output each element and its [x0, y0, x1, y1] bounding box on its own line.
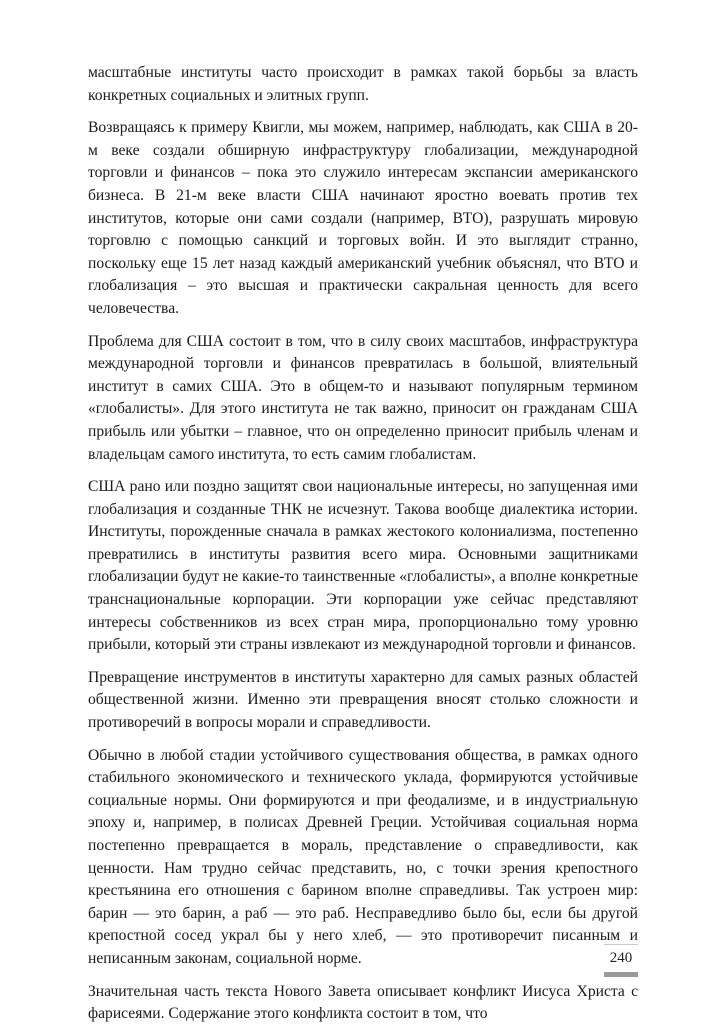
- paragraph-5: Превращение инструментов в институты характерно для самых разных областей общественной жизни. Именно эти превращения вносят столько сложности и противоречий в вопросы морали и справедливости.: [88, 668, 638, 732]
- paragraph-3: Проблема для США состоит в том, что в силу своих масштабов, инфраструктура международной торговли и финансов превратилась в большой, влиятельный институт в самих США. Это в общем-то и называют популярным термином «глобалисты». Для этого института не так важно, приносит он гражданам США прибыль или убытки – главное, что он определенно приносит прибыль членам и владельцам самого института, то есть самим глобалистам.: [88, 332, 638, 463]
- paragraph-1: масштабные институты часто происходит в рамках такой борьбы за власть конкретных социальных и элитных групп.: [88, 64, 638, 104]
- page-number-rule: [604, 944, 638, 945]
- paragraph-7: Значительная часть текста Нового Завета описывает конфликт Иисуса Христа с фарисеями. Содержание этого конфликта состоит в том, что: [88, 982, 638, 1023]
- page-body: [88, 62, 638, 1036]
- page-number-bar: [604, 972, 638, 977]
- page-number: 240: [609, 950, 633, 966]
- paragraph-4: США рано или поздно защитят свои национальные интересы, но запущенная ими глобализация и созданные ТНК не исчезнут. Такова вообще диалектика истории. Институты, порожденные сначала в рамках жестокого колониализма, постепенно превратились в институты развития всего мира. Основными защитниками глобализации будут не какие-то таинственные «глобалисты», а вполне конкретные транснациональные корпорации. Эти корпорации уже сейчас представляют интересы собственников из всех стран мира, пропорционально тому уровню прибыли, который эти страны извлекают из международной торговли и финансов.: [88, 478, 638, 654]
- paragraph-2: Возвращаясь к примеру Квигли, мы можем, например, наблюдать, как США в 20-м веке создали обширную инфраструктуру глобализации, международной торговли и финансов – пока это служило интересам экспансии американского бизнеса. В 21-м веке власти США начинают яростно воевать против тех институтов, которые они сами создали (например, ВТО), разрушать мировую торговлю с помощью санкций и торговых войн. И это выглядит странно, поскольку еще 15 лет назад каждый американский учебник объяснял, что ВТО и глобализация – это высшая и практически сакральная ценность для всего человечества.: [88, 119, 638, 317]
- page-number-block: [604, 948, 638, 977]
- paragraph-6: Обычно в любой стадии устойчивого существования общества, в рамках одного стабильного экономического и технического уклада, формируются устойчивые социальные нормы. Они формируются и при феодализме, и в индустриальную эпоху и, например, в полисах Древней Греции. Устойчивая социальная норма постепенно превращается в мораль, представление о справедливости, как ценности. Нам трудно сейчас представить, но, с точки зрения крепостного крестьянина его отношения с барином вполне справедливы. Так устроен мир: барин — это барин, а раб — это раб. Несправедливо было бы, если бы другой крепостной сосед украл бы у него хлеб, — это противоречит писанным и неписанным законам, социальной норме.: [88, 746, 638, 967]
